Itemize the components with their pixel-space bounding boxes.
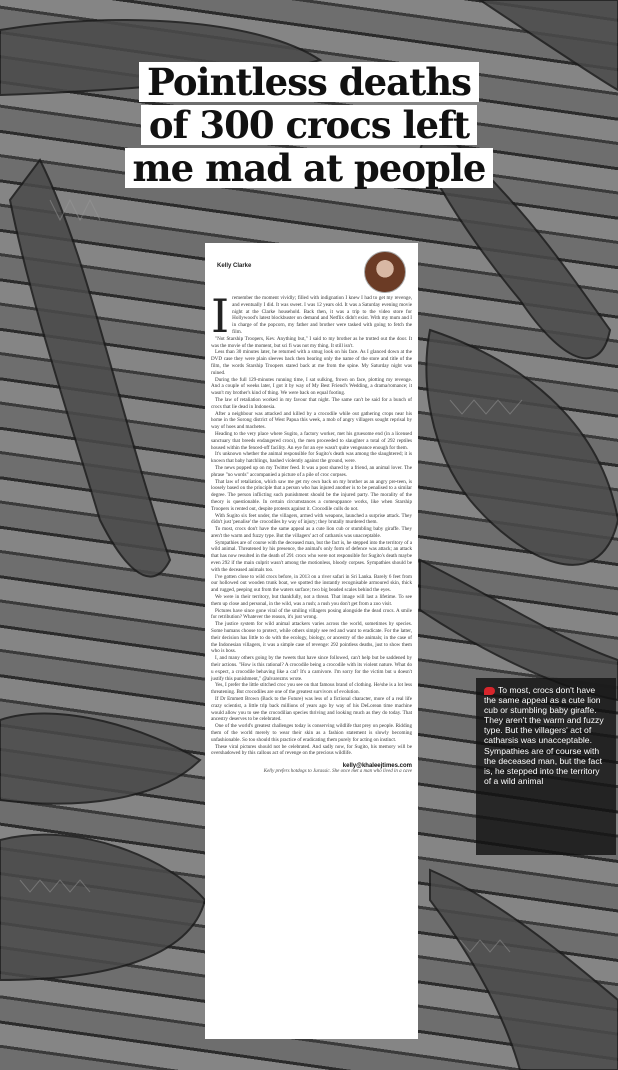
paragraph: Yes, I prefer the little stitched croc you see on that famous brand of clothing. He/she is a lot less threatening. But crocodiles are one of the greatest survivors of evolution.: [211, 682, 412, 696]
headline-line-3: me mad at people: [125, 148, 494, 188]
article-column: [205, 243, 418, 1039]
headline: [0, 62, 618, 191]
paragraph: I've gotten close to wild crocs before, in 2013 on a river safari in Sri Lanka. Barely 6 feet from our hollowed out wooden trunk boat, we spotted the instantly recognisable armoured skin, thick and rugged, peeping out from the waters surface; two big beaded scales behind the eyes.: [211, 573, 412, 594]
paragraph: The law of retaliation worked in my favour that night. The same can't be said for a bunch of crocs that lie dead in Indonesia.: [211, 396, 412, 410]
paragraph: Pictures have since gone viral of the smiling villagers posing alongside the dead crocs. A smile for retribution? Whatever the reason, it's just wrong.: [211, 607, 412, 621]
paragraph: The justice system for wild animal attackers varies across the world, sometimes by species. Some humans choose to protect, while others simply see red and want to eradicate. For the latter, their decision has little to do with the ecology, biology, or ancestry of the animals; in the case of the Indonesian villagers, it was a simple case of revenge: 292 pointless deaths, just to show them who is boss.: [211, 621, 412, 655]
headline-line-1: Pointless deaths: [139, 62, 479, 102]
paragraph: Sympathies are of course with the deceased man, but the fact is, he stepped into the territory of a wild animal. Threatened by his presence, the animal's only form of defence was attack; an attack that has now resulted in the death of 291 crocs who were not responsible for Sugito's death maybe even 292 if the main culprit wasn't among the motionless, bloody corpses. Sympathies should be with the deceased animals too.: [211, 539, 412, 573]
pull-quote: [476, 678, 616, 855]
paragraph: remember the moment vividly; filled with indignation I knew I had to get my revenge, and eventually I did. It was sweet. I was 12 years old. It was a Saturday evening movie night at the Clarke household. Back then, it was a trip to the video store for Hollywood's latest blockbuster on demand and Netflix didn't exist. With my mum and I in charge of the popcorn, my father and brother were tasked with going to fetch the film.: [232, 295, 412, 335]
drop-cap: I: [211, 289, 230, 343]
paragraph: If Dr Emmett Brown (Back to the Future) was less of a fictional character, more of a real life crazy scientist, a little trip back millions of years ago by way of his DeLorean time machine would allow you to see the crocodilian species thriving and looking much as they do today. That ancestry deserves to be celebrated.: [211, 696, 412, 723]
paragraph: One of the world's greatest challenges today is conserving wildlife that prey on people. Ridding them of the world merely to wear their skin as a fashion statement is slowly becoming unfashionable. So too should this practice of eradicating them purely for acting on instinct.: [211, 723, 412, 743]
paragraph: We were in their territory, but thankfully, not a threat. That image will last a lifetime. To see them up close and personal, in the wild, was a rush; a rush you don't get from a zoo visit.: [211, 594, 412, 607]
paragraph: It's unknown whether the animal responsible for Sugito's death was among the slaughtered; it is known that baby hatchlings, bashed violently against the ground, were.: [211, 451, 412, 465]
author-byline: Kelly Clarke: [217, 263, 252, 269]
paragraph: That law of retaliation, which saw me get my own back on my brother as an angry pre-teen, is loosely based on the principle that a person who has injured another is to be penalised to a similar degree. The person inflicting such punishment should be the injured party. The morality of the theory is questionable. In certain circumstances a comeuppance works, like when Starship Troopers is rented out, despite protests against it. Crocodile culls do not.: [211, 478, 412, 512]
paragraph: "Not Starship Troopers, Kev. Anything but," I said to my brother as he trotted out the door. It was the movie of the moment, but sci fi was not my thing. It still isn't.: [211, 335, 412, 349]
paragraph: After a neighbour was attacked and killed by a crocodile while out gathering crops near his home in the Sorong district of West Papua this week, a mob of angry villagers sought reprisal by way of hoes and machetes.: [211, 410, 412, 431]
quote-mark-icon: [484, 687, 495, 695]
author-bio: Kelly prefers hotdogs to Jurassic. She once met a man who lived in a cave: [263, 769, 412, 775]
paragraph: The news popped up on my Twitter feed. It was a post shared by a friend, an animal lover. The phrase "no words" accompanied a picture of a pile of croc corpses.: [211, 464, 412, 478]
paragraph: I, and many others going by the tweets that have since followed, can't help but be saddened by their actions. "How is this rational? A crocodile being a crocodile with its violent nature. What do u expect, a crocodile behaving like a cat? It's a carnivore. I'm sorry for the victim but u doesn't justify this punishment," @alvarezmx wrote.: [211, 655, 412, 682]
paragraph: During the full 129-minutes running time, I sat sulking, frown on face, plotting my revenge. And a couple of weeks later, I got it by way of My Best Friend's Wedding, a drama/romance; it wasn't my brother's kind of thing. We were back on equal footing.: [211, 376, 412, 397]
paragraph: Less than 30 minutes later, he returned with a smug look on his face. As I glanced down at the DVD case they were plain sleeves back then bearing only the name of the store and title of the film, the words Starship Troopers stared back at me from the spine. My Saturday night was ruined.: [211, 349, 412, 376]
paragraph: To most, crocs don't have the same appeal as a cute lion cub or stumbling baby giraffe. They aren't the warm and fuzzy type. But the villagers' act of catharsis was unacceptable.: [211, 526, 412, 539]
byline-row: [211, 249, 412, 295]
headline-line-2: of 300 crocs left: [141, 105, 477, 145]
paragraph: Heading to the very place where Sugito, a factory worker, met his gruesome end (in a licensed sanctuary that breeds endangered crocs), the men proceeded to slaughter a total of 292 reptiles housed within the fenced-off facility. An eye for an eye wasn't quite vengeance enough for them.: [211, 430, 412, 451]
article-body: [211, 289, 412, 776]
paragraph: With Sugito six feet under, the villagers, armed with weapons, launched a surprise attack. They didn't just 'penalise' the crocodiles by way of injury; they brutally murdered them.: [211, 512, 412, 526]
author-avatar: [364, 251, 406, 293]
pull-quote-text: To most, crocs don't have the same appeal as a cute lion cub or stumbling baby giraffe. They aren't the warm and fuzzy type. But the villagers' act of catharsis was unacceptable. Sympathies are of course with the deceased man, but the fact is, he stepped into the territory of a wild animal: [484, 685, 604, 786]
author-email[interactable]: kelly@khaleejtimes.com: [342, 763, 412, 770]
paragraph: These viral pictures should not be celebrated. And sadly now, for Sugito, his memory will be overshadowed by this callous act of revenge on the precious wildlife.: [211, 743, 412, 757]
